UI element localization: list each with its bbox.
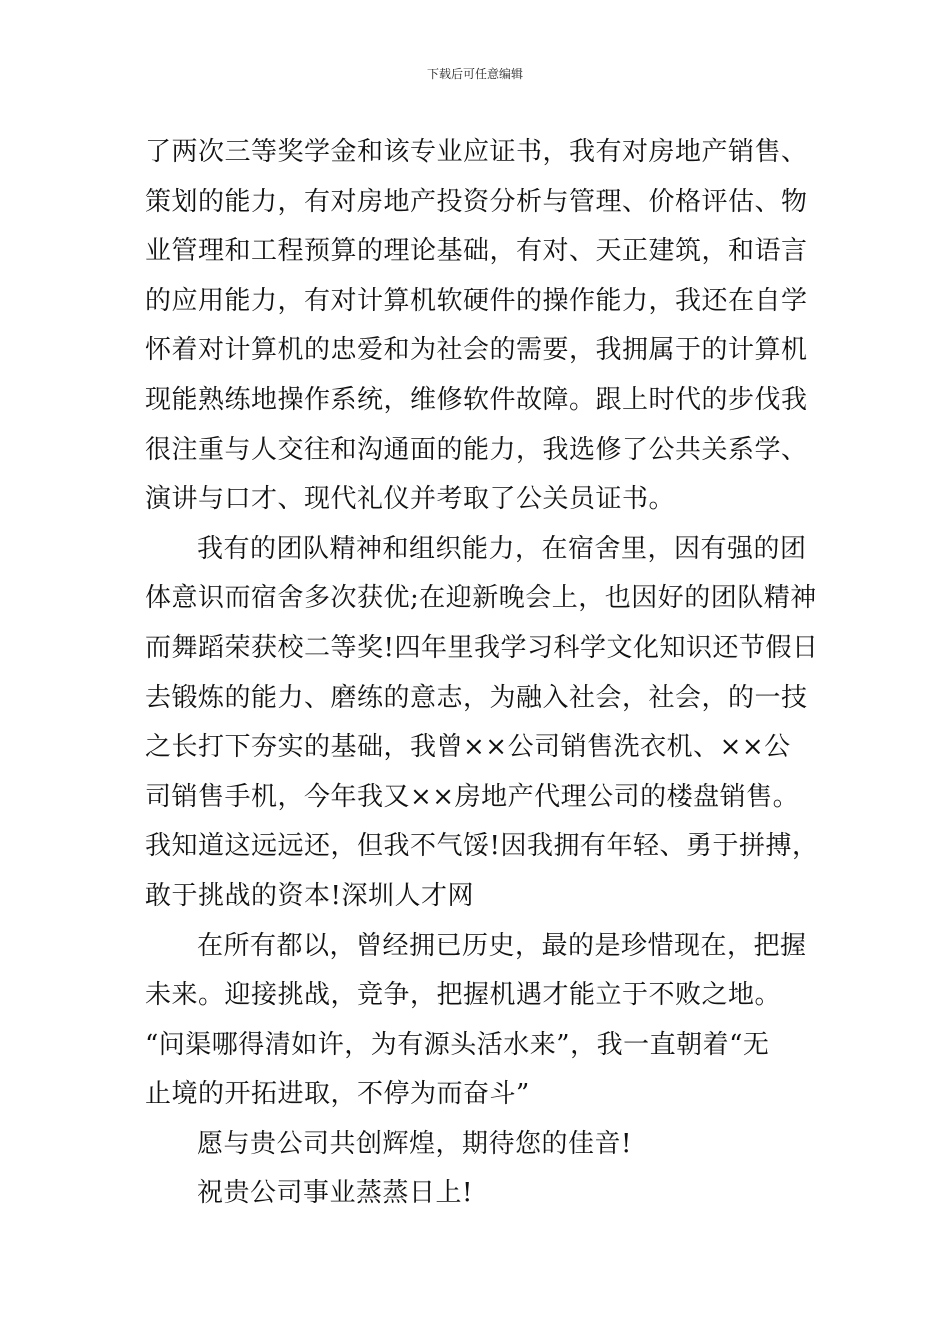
paragraph-start-line: 我有的团队精神和组织能力，在宿舍里，因有强的团 <box>197 533 807 564</box>
text-line: 未来。迎接挑战，竞争，把握机遇才能立于不败之地。 <box>145 980 782 1011</box>
text-line: 很注重与人交往和沟通面的能力，我选修了公共关系学、 <box>145 434 808 465</box>
paragraph-start-line: 在所有都以，曾经拥已历史，最的是珍惜现在，把握 <box>197 930 807 961</box>
text-line: 而舞蹈荣获校二等奖!四年里我学习科学文化知识还节假日 <box>145 632 819 663</box>
text-line: 了两次三等奖学金和该专业应证书，我有对房地产销售、 <box>145 137 808 167</box>
text-line: 怀着对计算机的忠爱和为社会的需要，我拥属于的计算机 <box>145 335 808 366</box>
text-line: 现能熟练地操作系统，维修软件故障。跟上时代的步伐我 <box>145 384 808 415</box>
text-line: 我知道这远远还，但我不气馁!因我拥有年轻、勇于拼搏， <box>145 831 819 862</box>
text-line: 的应用能力，有对计算机软硬件的操作能力，我还在自学 <box>145 285 808 316</box>
text-line: 演讲与口才、现代礼仪并考取了公关员证书。 <box>145 484 676 515</box>
text-line: 敢于挑战的资本!深圳人才网 <box>145 880 474 911</box>
text-line: “问渠哪得清如许，为有源头活水来”，我一直朝着“无 <box>145 1029 770 1060</box>
text-line: 业管理和工程预算的理论基础，有对、天正建筑，和语言 <box>145 236 808 267</box>
text-line: 司销售手机，今年我又××房地产代理公司的楼盘销售。 <box>145 781 800 812</box>
text-line: 体意识而宿舍多次获优;在迎新晚会上，也因好的团队精神 <box>145 583 817 614</box>
text-line: 之长打下夯实的基础，我曾××公司销售洗衣机、××公 <box>145 732 791 763</box>
text-line: 策划的能力，有对房地产投资分析与管理、价格评估、物 <box>145 186 808 217</box>
closing-line: 祝贵公司事业蒸蒸日上! <box>197 1178 473 1209</box>
letter-body <box>145 128 819 1219</box>
closing-line: 愿与贵公司共创辉煌，期待您的佳音! <box>197 1128 632 1159</box>
text-line: 止境的开拓进取，不停为而奋斗” <box>145 1079 530 1110</box>
text-line: 去锻炼的能力、磨练的意志，为融入社会，社会，的一技 <box>145 682 808 713</box>
page-header-note: 下载后可任意编辑 <box>426 67 523 81</box>
